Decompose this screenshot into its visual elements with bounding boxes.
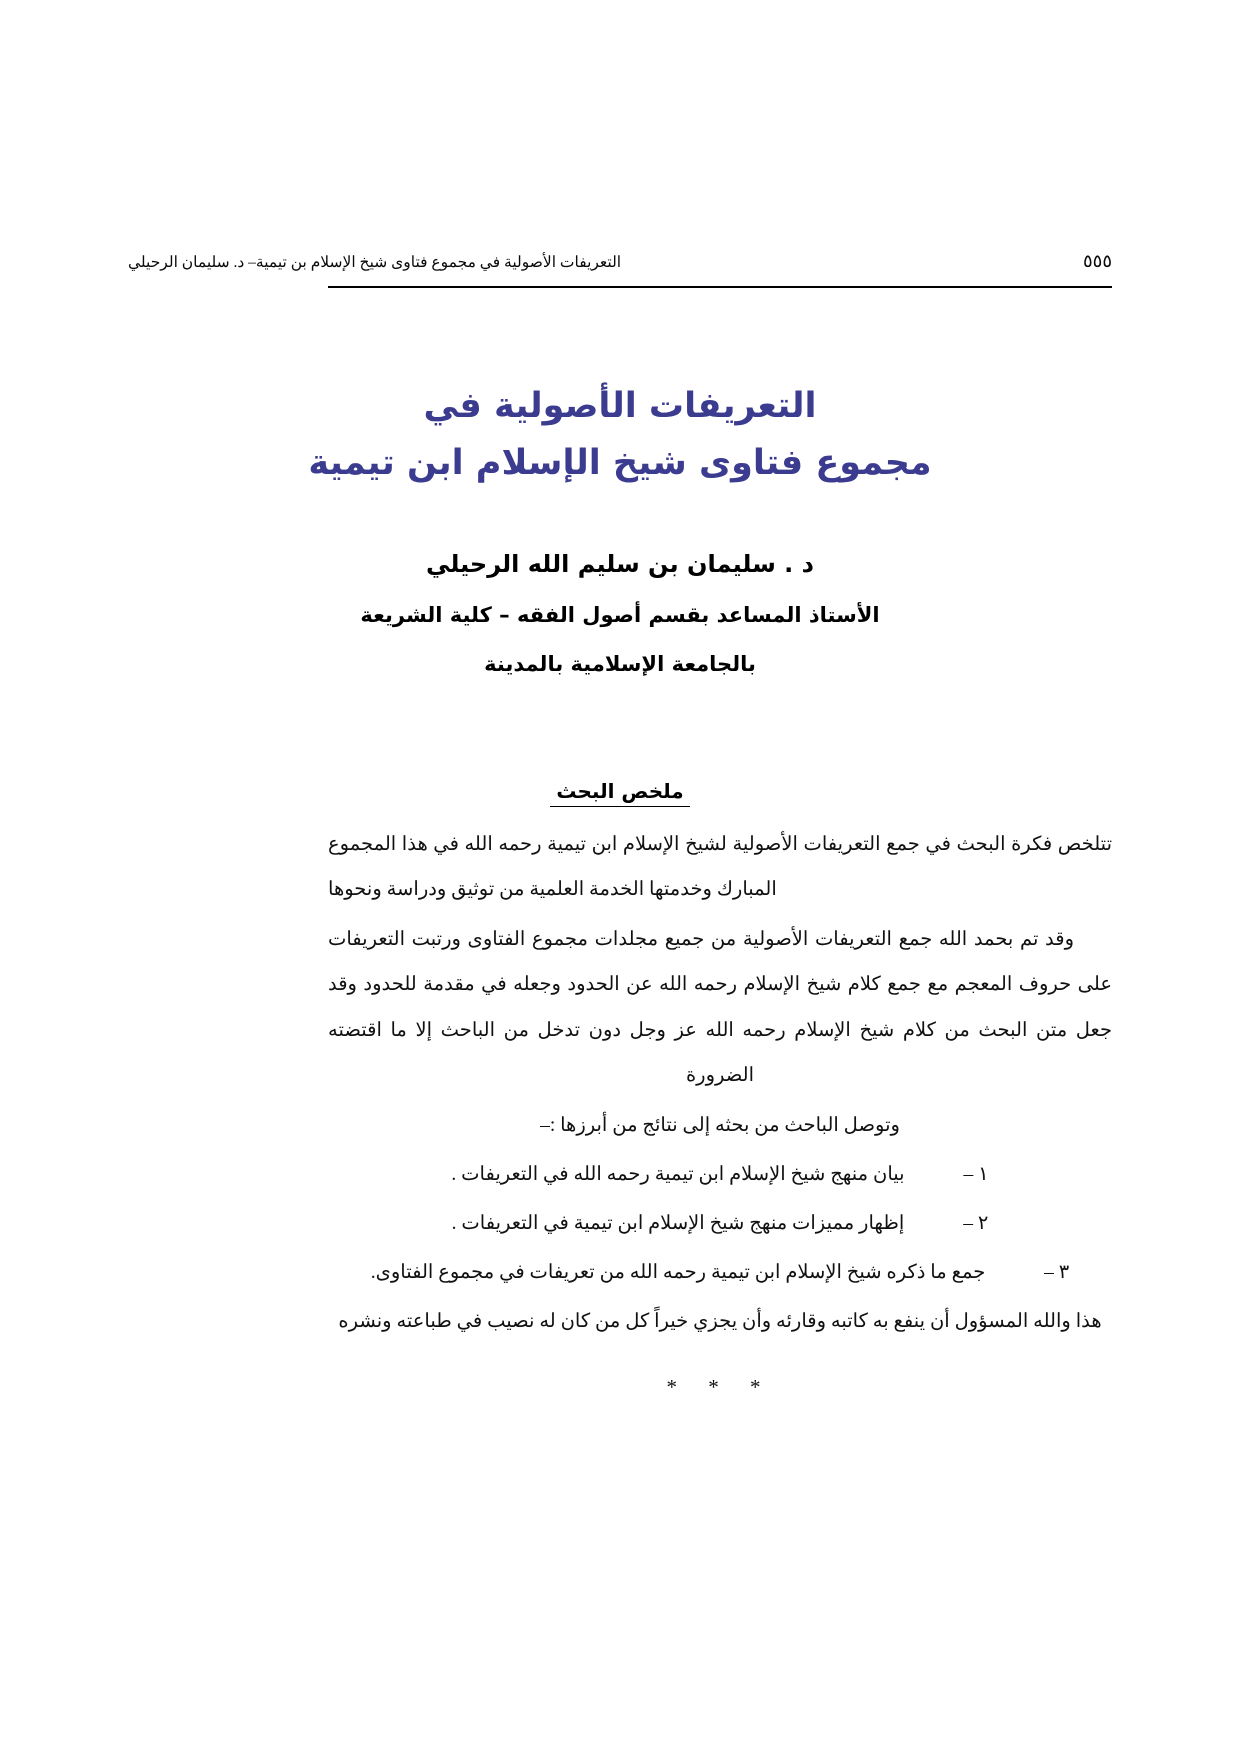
list-item-text: بيان منهج شيخ الإسلام ابن تيمية رحمه الله في التعريفات .: [451, 1163, 905, 1185]
article-title-line-1: التعريفات الأصولية في: [423, 386, 817, 426]
abstract-heading-container: [0, 780, 1240, 807]
abstract-paragraph-1: تتلخص فكرة البحث في جمع التعريفات الأصولية لشيخ الإسلام ابن تيمية رحمه الله في هذا المجموع المبارك وخدمتها الخدمة العلمية من توثيق ودراسة ونحوها: [328, 834, 1112, 901]
list-item-number: ٢ –: [963, 1212, 989, 1234]
author-affiliation-line-1: الأستاذ المساعد بقسم أصول الفقه – كلية الشريعة: [360, 602, 880, 627]
results-lead-in: وتوصل الباحث من بحثه إلى نتائج من أبرزها :–: [540, 1114, 900, 1136]
list-item-text: إظهار مميزات منهج شيخ الإسلام ابن تيمية في التعريفات .: [451, 1212, 905, 1234]
author-block: [0, 550, 1240, 677]
list-item: [328, 1203, 1112, 1246]
abstract-heading: ملخص البحث: [550, 780, 689, 807]
article-title: [0, 378, 1240, 491]
author-name: د . سليمان بن سليم الله الرحيلي: [426, 550, 814, 578]
author-affiliation-line-2: بالجامعة الإسلامية بالمدينة: [484, 651, 756, 676]
list-item: [328, 1252, 1112, 1295]
abstract-paragraph-2: وقد تم بحمد الله جمع التعريفات الأصولية من جميع مجلدات مجموع الفتاوى ورتبت التعريفات على حروف المعجم مع جمع كلام شيخ الإسلام رحمه الله عن الحدود وجعله في مقدمة للحدود وقد جعل متن البحث من كلام شيخ الإسلام رحمه الله عز وجل دون تدخل من الباحث إلا ما اقتضته الضرورة: [328, 928, 1112, 1087]
list-item: [328, 1154, 1112, 1197]
running-title: التعريفات الأصولية في مجموع فتاوى شيخ الإسلام بن تيمية– د. سليمان الرحيلي: [128, 253, 622, 271]
page-number: ٥٥٥: [1082, 251, 1112, 271]
abstract-closing-line: هذا والله المسؤول أن ينفع به كاتبه وقارئه وأن يجزي خيراً كل من كان له نصيب في طباعته ونشره: [338, 1310, 1102, 1332]
header-divider: [328, 286, 1112, 288]
section-separator: * * *: [666, 1375, 774, 1400]
abstract-body: [328, 822, 1112, 1412]
list-item-number: ٣ –: [1044, 1261, 1070, 1283]
list-item-number: ١ –: [963, 1163, 989, 1185]
page-header: [128, 232, 1112, 272]
list-item-text: جمع ما ذكره شيخ الإسلام ابن تيمية رحمه الله من تعريفات في مجموع الفتاوى.: [370, 1261, 986, 1283]
results-list: [328, 1154, 1112, 1295]
article-title-line-2: مجموع فتاوى شيخ الإسلام ابن تيمية: [308, 442, 932, 483]
